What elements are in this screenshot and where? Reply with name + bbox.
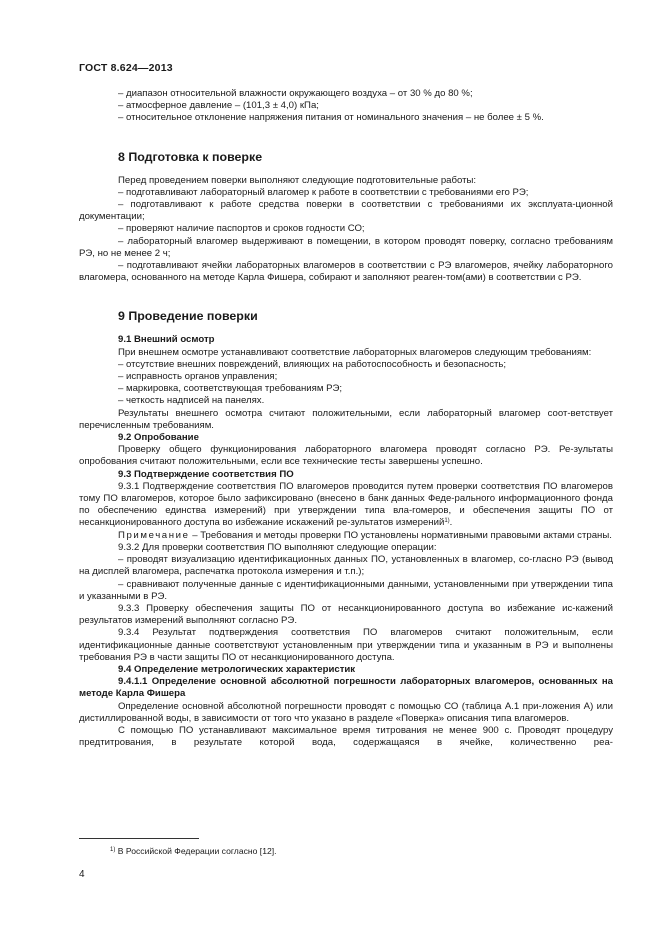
section-8-item: – подготавливают ячейки лабораторных влагомеров в соответствии с РЭ влагомеров, ячейку лабораторного влагомера, основанного на методе Карла Фишера, собирают и заполняют реаген-том(ами) в соответствии с РЭ. bbox=[79, 260, 613, 284]
footnote bbox=[110, 846, 277, 856]
section-8-item: – подготавливают лабораторный влагомер к работе в соответствии с требованиями его РЭ; bbox=[118, 186, 529, 198]
page-number: 4 bbox=[79, 869, 85, 880]
condition-voltage: – относительное отклонение напряжения питания от номинального значения – не более ± 5 %. bbox=[118, 112, 544, 124]
subsection-9-2-text: Проверку общего функционирования лабораторного влагомера проводят согласно РЭ. Ре-зультаты опробования считают положительными, если все технические тесты завершены успешно. bbox=[79, 444, 613, 468]
clause-9-3-2-item: – сравнивают полученные данные с идентификационными данными, установленными при утверждении типа и указанными в РЭ. bbox=[79, 578, 613, 602]
inspection-item: – исправность органов управления; bbox=[118, 371, 278, 383]
clause-9-3-1-text: 9.3.1 Подтверждение соответствия ПО влагомеров проводится путем проверки соответствия ПО влагомеров тому ПО влагомеров, которое было зафиксировано (внесено в банк данных Феде-рального информационного фонда по обеспечению единства измерений) при утверждении типа вла-гомеров, и обеспечения защиты ПО от несанкционированного доступа во избежание искажений ре-зультатов измерений bbox=[79, 480, 613, 529]
subsection-9-4-heading: 9.4 Определение метрологических характеристик bbox=[118, 663, 356, 675]
footnote-separator bbox=[79, 838, 199, 839]
clause-9-3-2-item: – проводят визуализацию идентификационных данных ПО, установленных в влагомер, со-гласно РЭ (вывод на дисплей влагомера, распечатка протокола измерения и т.п.); bbox=[79, 554, 613, 578]
subsection-9-1-heading: 9.1 Внешний осмотр bbox=[118, 334, 215, 346]
section-8-item: – проверяют наличие паспортов и сроков годности СО; bbox=[118, 223, 365, 235]
note bbox=[79, 530, 613, 542]
section-9-heading: 9 Проведение поверки bbox=[118, 309, 258, 324]
section-8-heading: 8 Подготовка к поверке bbox=[118, 149, 263, 164]
inspection-item: – отсутствие внешних повреждений, влияющих на работоспособность и безопасность; bbox=[118, 358, 507, 370]
clause-9-3-3: 9.3.3 Проверку обеспечения защиты ПО от несанкционированного доступа во избежание ис-кажений результатов измерений выполняют согласно РЭ. bbox=[79, 602, 613, 627]
subsection-9-2-heading: 9.2 Опробование bbox=[118, 432, 199, 444]
clause-9-4-1-1-paragraph: С помощью ПО устанавливают максимальное время титрования не менее 900 с. Проводят процедуру предтитрования, в результате которой вода, содержащаяся в ячейке, количественно реа- bbox=[79, 724, 613, 749]
note-text: – Требования и методы проверки ПО установлены нормативными правовыми актами страны. bbox=[189, 529, 612, 541]
footnote-mark: 1) bbox=[110, 847, 116, 853]
clause-9-3-1-end: . bbox=[449, 517, 453, 529]
condition-pressure: – атмосферное давление – (101,3 ± 4,0) кПа; bbox=[118, 100, 319, 112]
clause-9-3-1 bbox=[79, 481, 613, 530]
inspection-item: – маркировка, соответствующая требованиям РЭ; bbox=[118, 383, 343, 395]
section-8-item: – лабораторный влагомер выдерживают в помещении, в котором проводят поверку, согласно требованиям РЭ, но не менее 2 ч; bbox=[79, 235, 613, 259]
subsection-9-1-intro: При внешнем осмотре устанавливают соответствие лабораторных влагомеров следующим требованиям: bbox=[118, 346, 592, 358]
clause-9-3-4: 9.3.4 Результат подтверждения соответствия ПО влагомеров считают положительным, если идентификационные данные соответствуют установленным при утверждении типа и указанным в РЭ и выполнены требования РЭ в части защиты ПО от несанкционированного доступа. bbox=[79, 627, 613, 663]
clause-9-4-1-1-heading: 9.4.1.1 Определение основной абсолютной погрешности лабораторных влагомеров, основанных на методе Карла Фишера bbox=[79, 676, 613, 700]
section-8-intro: Перед проведением поверки выполняют следующие подготовительные работы: bbox=[118, 174, 477, 186]
condition-humidity: – диапазон относительной влажности окружающего воздуха – от 30 % до 80 %; bbox=[118, 88, 473, 99]
inspection-item: – четкость надписей на панелях. bbox=[118, 395, 265, 407]
document-code-header: ГОСТ 8.624—2013 bbox=[79, 62, 173, 74]
clause-9-4-1-1-paragraph: Определение основной абсолютной погрешности проводят с помощью СО (таблица А.1 при-ложения А) или дистиллированной воды, в зависимости от того что указано в разделе «Поверка» описания типа влагомеров. bbox=[79, 700, 613, 724]
footnote-reference: 1) bbox=[444, 518, 450, 525]
subsection-9-1-result: Результаты внешнего осмотра считают положительными, если лабораторный влагомер соот-ветствует перечисленным требованиям. bbox=[79, 407, 613, 431]
page-body bbox=[79, 88, 613, 749]
footnote-text: В Российской Федерации согласно [12]. bbox=[115, 846, 277, 856]
subsection-9-3-heading: 9.3 Подтверждение соответствия ПО bbox=[118, 468, 294, 480]
section-8-item: – подготавливают к работе средства поверки в соответствии с требованиями их эксплуата-ционной документации; bbox=[79, 199, 613, 223]
note-label: Примечание bbox=[118, 529, 190, 541]
clause-9-3-2: 9.3.2 Для проверки соответствия ПО выполняют следующие операции: bbox=[118, 541, 437, 553]
